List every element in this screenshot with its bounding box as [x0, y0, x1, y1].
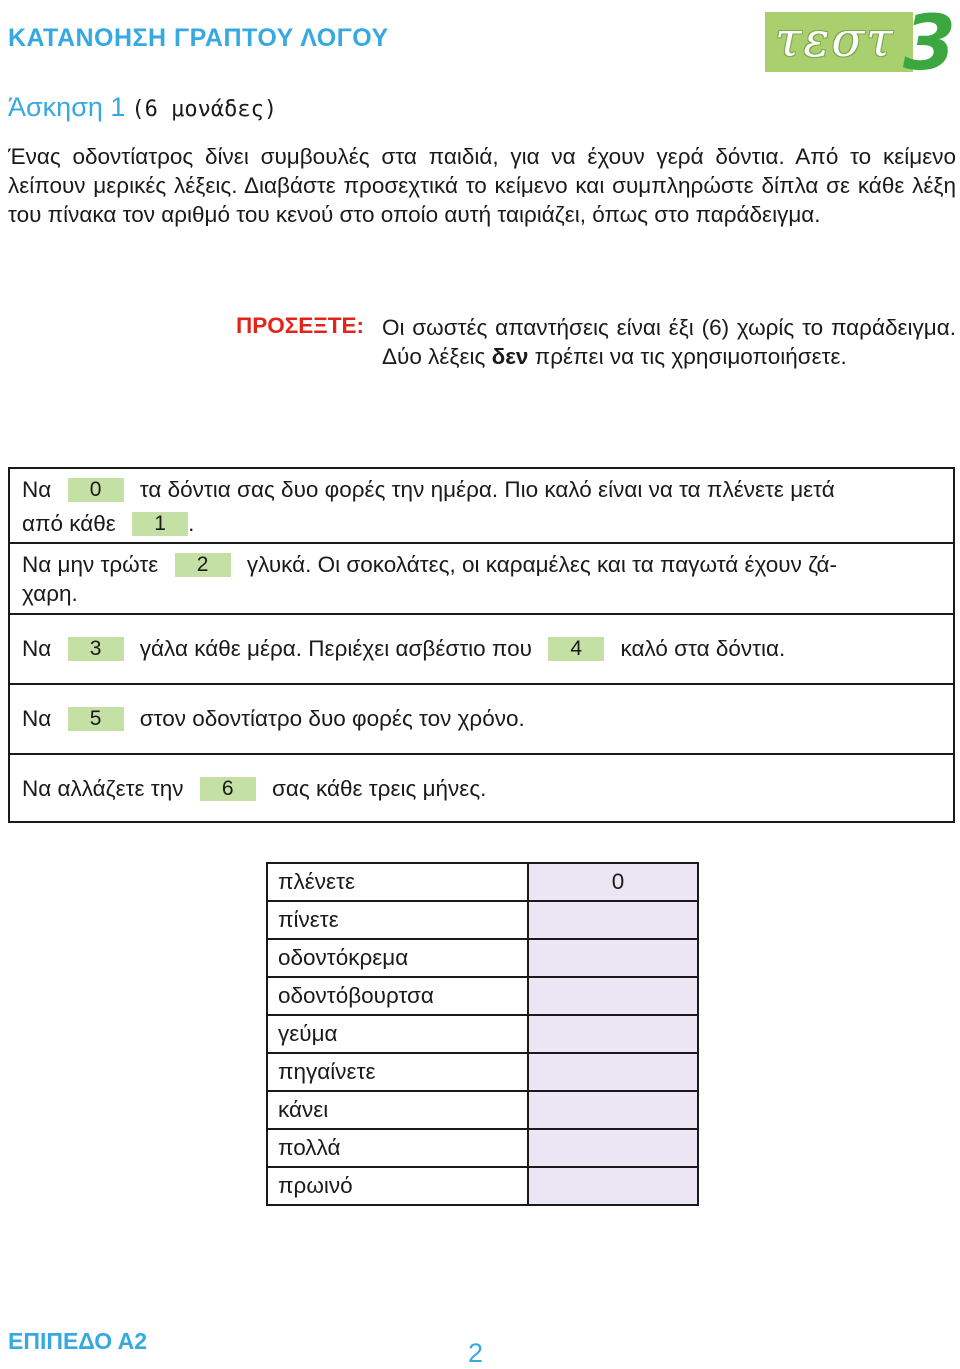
- answer-cell[interactable]: [528, 939, 698, 977]
- table-row: [267, 901, 698, 939]
- word-cell: πηγαίνετε: [267, 1053, 528, 1091]
- instructions-paragraph: Ένας οδοντίατρος δίνει συμβουλές στα παιδιά, για να έχουν γερά δόντια. Από το κείμενο λείπουν μερικές λέξεις. Διαβάστε προσεχτικά το κείμενο και συμπληρώστε δίπλα σε κάθε λέξη του πίνακα τον αριθμό του κενού στο οποίο αυτή ταιριάζει, όπως στο παράδειγμα.: [8, 144, 956, 227]
- word-cell: οδοντόβουρτσα: [267, 977, 528, 1015]
- logo-word: τεστ: [775, 12, 895, 68]
- section-title: ΚΑΤΑΝΟΗΣΗ ΓΡΑΠΤΟΥ ΛΟΓΟΥ: [8, 24, 389, 52]
- word-cell: πολλά: [267, 1129, 528, 1167]
- answer-cell[interactable]: [528, 1091, 698, 1129]
- table-row: [267, 939, 698, 977]
- answer-cell[interactable]: [528, 977, 698, 1015]
- cloze-text: γλυκά. Οι σοκολάτες, οι καραμέλες και τα παγωτά έχουν ζά-: [246, 552, 838, 577]
- cloze-row-5: [10, 755, 953, 821]
- exercise-title-text: Άσκηση 1: [8, 92, 126, 122]
- gap-1: 1: [132, 512, 188, 536]
- gap-4: 4: [548, 637, 604, 661]
- cloze-row-4: [10, 685, 953, 755]
- cloze-row-2: [10, 544, 953, 615]
- answer-cell[interactable]: [528, 901, 698, 939]
- word-answer-table: [266, 862, 699, 1206]
- footer-level: ΕΠΙΠΕΔΟ Α2: [8, 1328, 148, 1354]
- logo-number: 3: [903, 0, 956, 87]
- cloze-text: σας κάθε τρεις μήνες.: [272, 776, 487, 801]
- gap-5: 5: [68, 707, 124, 731]
- page-number: 2: [468, 1338, 484, 1368]
- answer-cell[interactable]: [528, 1167, 698, 1205]
- gap-3: 3: [68, 637, 124, 661]
- cloze-text: Να αλλάζετε την: [22, 776, 184, 801]
- cloze-text: καλό στα δόντια.: [620, 636, 786, 661]
- table-row: [267, 1053, 698, 1091]
- word-cell: πλένετε: [267, 863, 528, 901]
- cloze-text: γάλα κάθε μέρα. Περιέχει ασβέστιο που: [139, 636, 532, 661]
- answer-cell[interactable]: 0: [528, 863, 698, 901]
- cloze-text: τα δόντια σας δυο φορές την ημέρα. Πιο καλό είναι να τα πλένετε μετά: [139, 477, 835, 502]
- cloze-text: Να: [22, 477, 52, 502]
- table-row: [267, 863, 698, 901]
- gap-2: 2: [175, 553, 231, 577]
- word-cell: πίνετε: [267, 901, 528, 939]
- gap-0: 0: [68, 478, 124, 502]
- note-label: ΠΡΟΣΕΞΤΕ:: [236, 313, 364, 338]
- cloze-text: Να μην τρώτε: [22, 552, 159, 577]
- cloze-text: από κάθε: [22, 511, 116, 536]
- cloze-text: χαρη.: [22, 581, 78, 606]
- cloze-row-3: [10, 615, 953, 685]
- cloze-text: .: [188, 511, 195, 536]
- note-text-start: Οι σωστές απαντήσεις είναι έξι (6) χωρίς το παράδειγμα. Δύο λέξεις: [382, 315, 956, 369]
- cloze-row-1: [10, 469, 953, 544]
- table-row: [267, 1015, 698, 1053]
- cloze-text-box: [8, 467, 955, 823]
- table-row: [267, 1129, 698, 1167]
- cloze-text: Να: [22, 706, 52, 731]
- test-logo: [765, 0, 956, 87]
- answer-cell[interactable]: [528, 1129, 698, 1167]
- cloze-text: Να: [22, 636, 52, 661]
- gap-6: 6: [200, 777, 256, 801]
- answer-cell[interactable]: [528, 1015, 698, 1053]
- exercise-points: (6 μονάδες): [131, 97, 278, 122]
- cloze-text: στον οδοντίατρο δυο φορές τον χρόνο.: [139, 706, 525, 731]
- word-cell: κάνει: [267, 1091, 528, 1129]
- word-cell: πρωινό: [267, 1167, 528, 1205]
- note-text-end: πρέπει να τις χρησιμοποιήσετε.: [528, 344, 847, 369]
- table-row: [267, 1167, 698, 1205]
- note-text: [382, 313, 956, 371]
- table-row: [267, 1091, 698, 1129]
- note-emphasis: δεν: [491, 344, 529, 369]
- exercise-title: [8, 92, 277, 123]
- answer-cell[interactable]: [528, 1053, 698, 1091]
- table-row: [267, 977, 698, 1015]
- word-cell: οδοντόκρεμα: [267, 939, 528, 977]
- word-cell: γεύμα: [267, 1015, 528, 1053]
